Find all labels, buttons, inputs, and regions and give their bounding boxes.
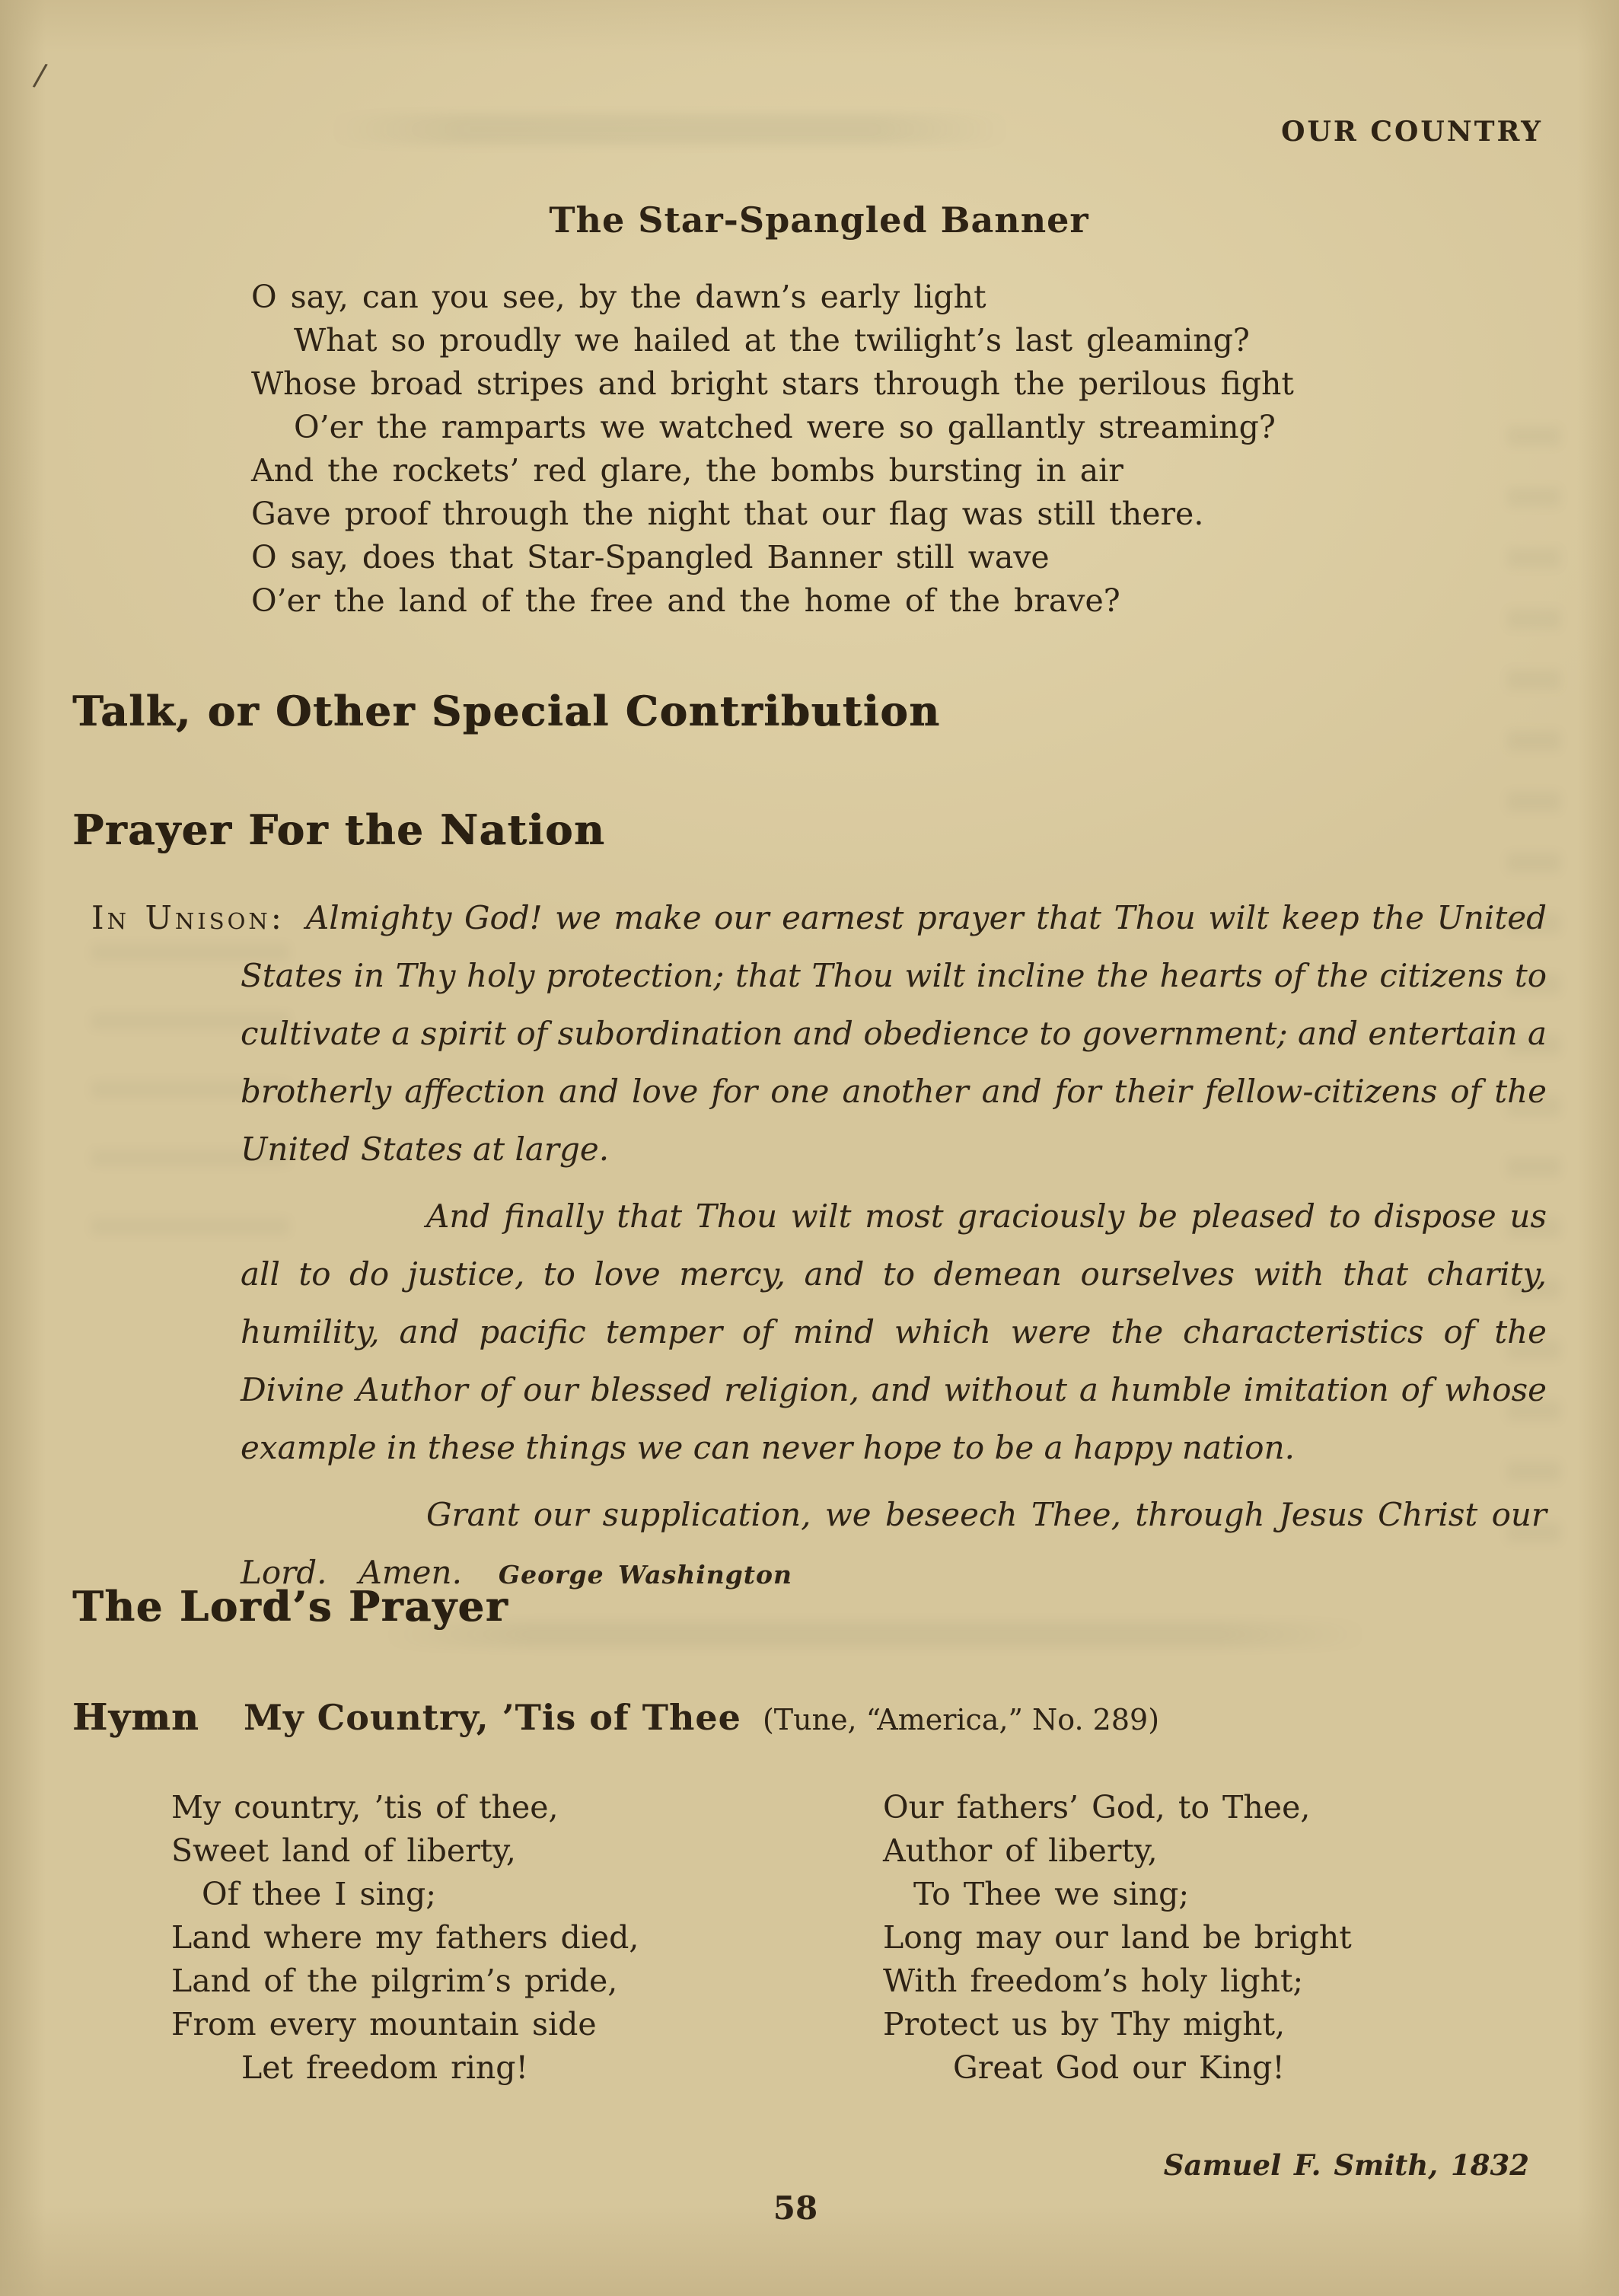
hymn-line: Long may our land be bright [883, 1919, 1352, 1956]
hymn-tune-note: (Tune, “America,” No. 289) [762, 1703, 1160, 1736]
hymn-line: To Thee we sing; [913, 1876, 1190, 1912]
anthem-line: O say, can you see, by the dawn’s early light [251, 279, 986, 315]
hymn-line: Our fathers’ God, to Thee, [883, 1789, 1311, 1826]
anthem-line: Gave proof through the night that our flag was still there. [251, 496, 1204, 532]
section-heading-prayer-for-the-nation: Prayer For the Nation [72, 805, 606, 854]
anthem-line: O’er the ramparts we watched were so gallantly streaming? [294, 409, 1276, 445]
hymn-line: Sweet land of liberty, [171, 1832, 516, 1869]
prayer-text [91, 889, 1547, 1604]
bleed-through-artifact [381, 1622, 1370, 1647]
anthem-line: O say, does that Star-Spangled Banner still wave [251, 539, 1050, 576]
scan-artifact-mark: / [31, 57, 49, 94]
hymn-attribution: Samuel F. Smith, 1832 [1163, 2148, 1529, 2182]
hymn-line: With freedom’s holy light; [883, 1963, 1304, 1999]
hymn-line: Great God our King! [953, 2049, 1285, 2086]
prayer-paragraph-1 [91, 889, 1547, 1178]
anthem-title: The Star-Spangled Banner [549, 199, 1089, 241]
section-heading-lords-prayer: The Lord’s Prayer [72, 1582, 509, 1631]
prayer-paragraph-1-text: Almighty God! we make our earnest prayer that Thou wilt keep the United States in Thy holy protection; that Thou wilt incline the hearts of the citizens to cultivate a spirit of subordination and obedience to government; and entertain a brotherly affection and love for one another and for their fellow-citizens of the United States at large. [241, 899, 1547, 1168]
running-header: OUR COUNTRY [1281, 116, 1543, 148]
hymn-line: My country, ’tis of thee, [171, 1789, 559, 1826]
anthem-line: What so proudly we hailed at the twilight’s last gleaming? [294, 322, 1250, 359]
hymn-line: Protect us by Thy might, [883, 2006, 1286, 2042]
anthem-line: And the rockets’ red glare, the bombs bursting in air [251, 452, 1123, 489]
page-number: 58 [773, 2189, 818, 2227]
prayer-amen: Amen. [359, 1554, 462, 1591]
section-heading-talk: Talk, or Other Special Contribution [72, 687, 941, 735]
hymn-line: Author of liberty, [883, 1832, 1158, 1869]
hymn-line: Let freedom ring! [241, 2049, 528, 2086]
hymn-line: From every mountain side [171, 2006, 597, 2042]
prayer-attribution: George Washington [498, 1560, 793, 1590]
hymn-label: Hymn [72, 1696, 199, 1739]
hymn-line: Land where my fathers died, [171, 1919, 639, 1956]
prayer-paragraph-3-text: Grant our supplication, we beseech Thee, through Jesus Christ our Lord. [241, 1496, 1547, 1591]
hymn-heading-row [72, 1696, 1159, 1739]
prayer-lead-in: In Unison: [91, 899, 285, 936]
anthem-line: Whose broad stripes and bright stars through the perilous fight [251, 365, 1294, 402]
hymn-title: My Country, ’Tis of Thee [243, 1697, 741, 1738]
hymn-line: Of thee I sing; [202, 1876, 437, 1912]
bleed-through-artifact [327, 114, 1012, 145]
anthem-verse [251, 276, 1547, 623]
hymn-verse-left [171, 1786, 639, 2090]
prayer-paragraph-2: And finally that Thou wilt most graciously be pleased to dispose us all to do justice, to love mercy, and to demean ourselves with that charity, humility, and pacific temper of mind which were the characteristics of the Divine Author of our blessed religion, and without a humble imitation of whose example in these things we can never hope to be a happy nation. [241, 1197, 1547, 1466]
anthem-line: O’er the land of the free and the home of the brave? [251, 582, 1120, 619]
hymn-verse-right [883, 1786, 1352, 2090]
anthem-section [91, 199, 1547, 623]
hymn-line: Land of the pilgrim’s pride, [171, 1963, 618, 1999]
